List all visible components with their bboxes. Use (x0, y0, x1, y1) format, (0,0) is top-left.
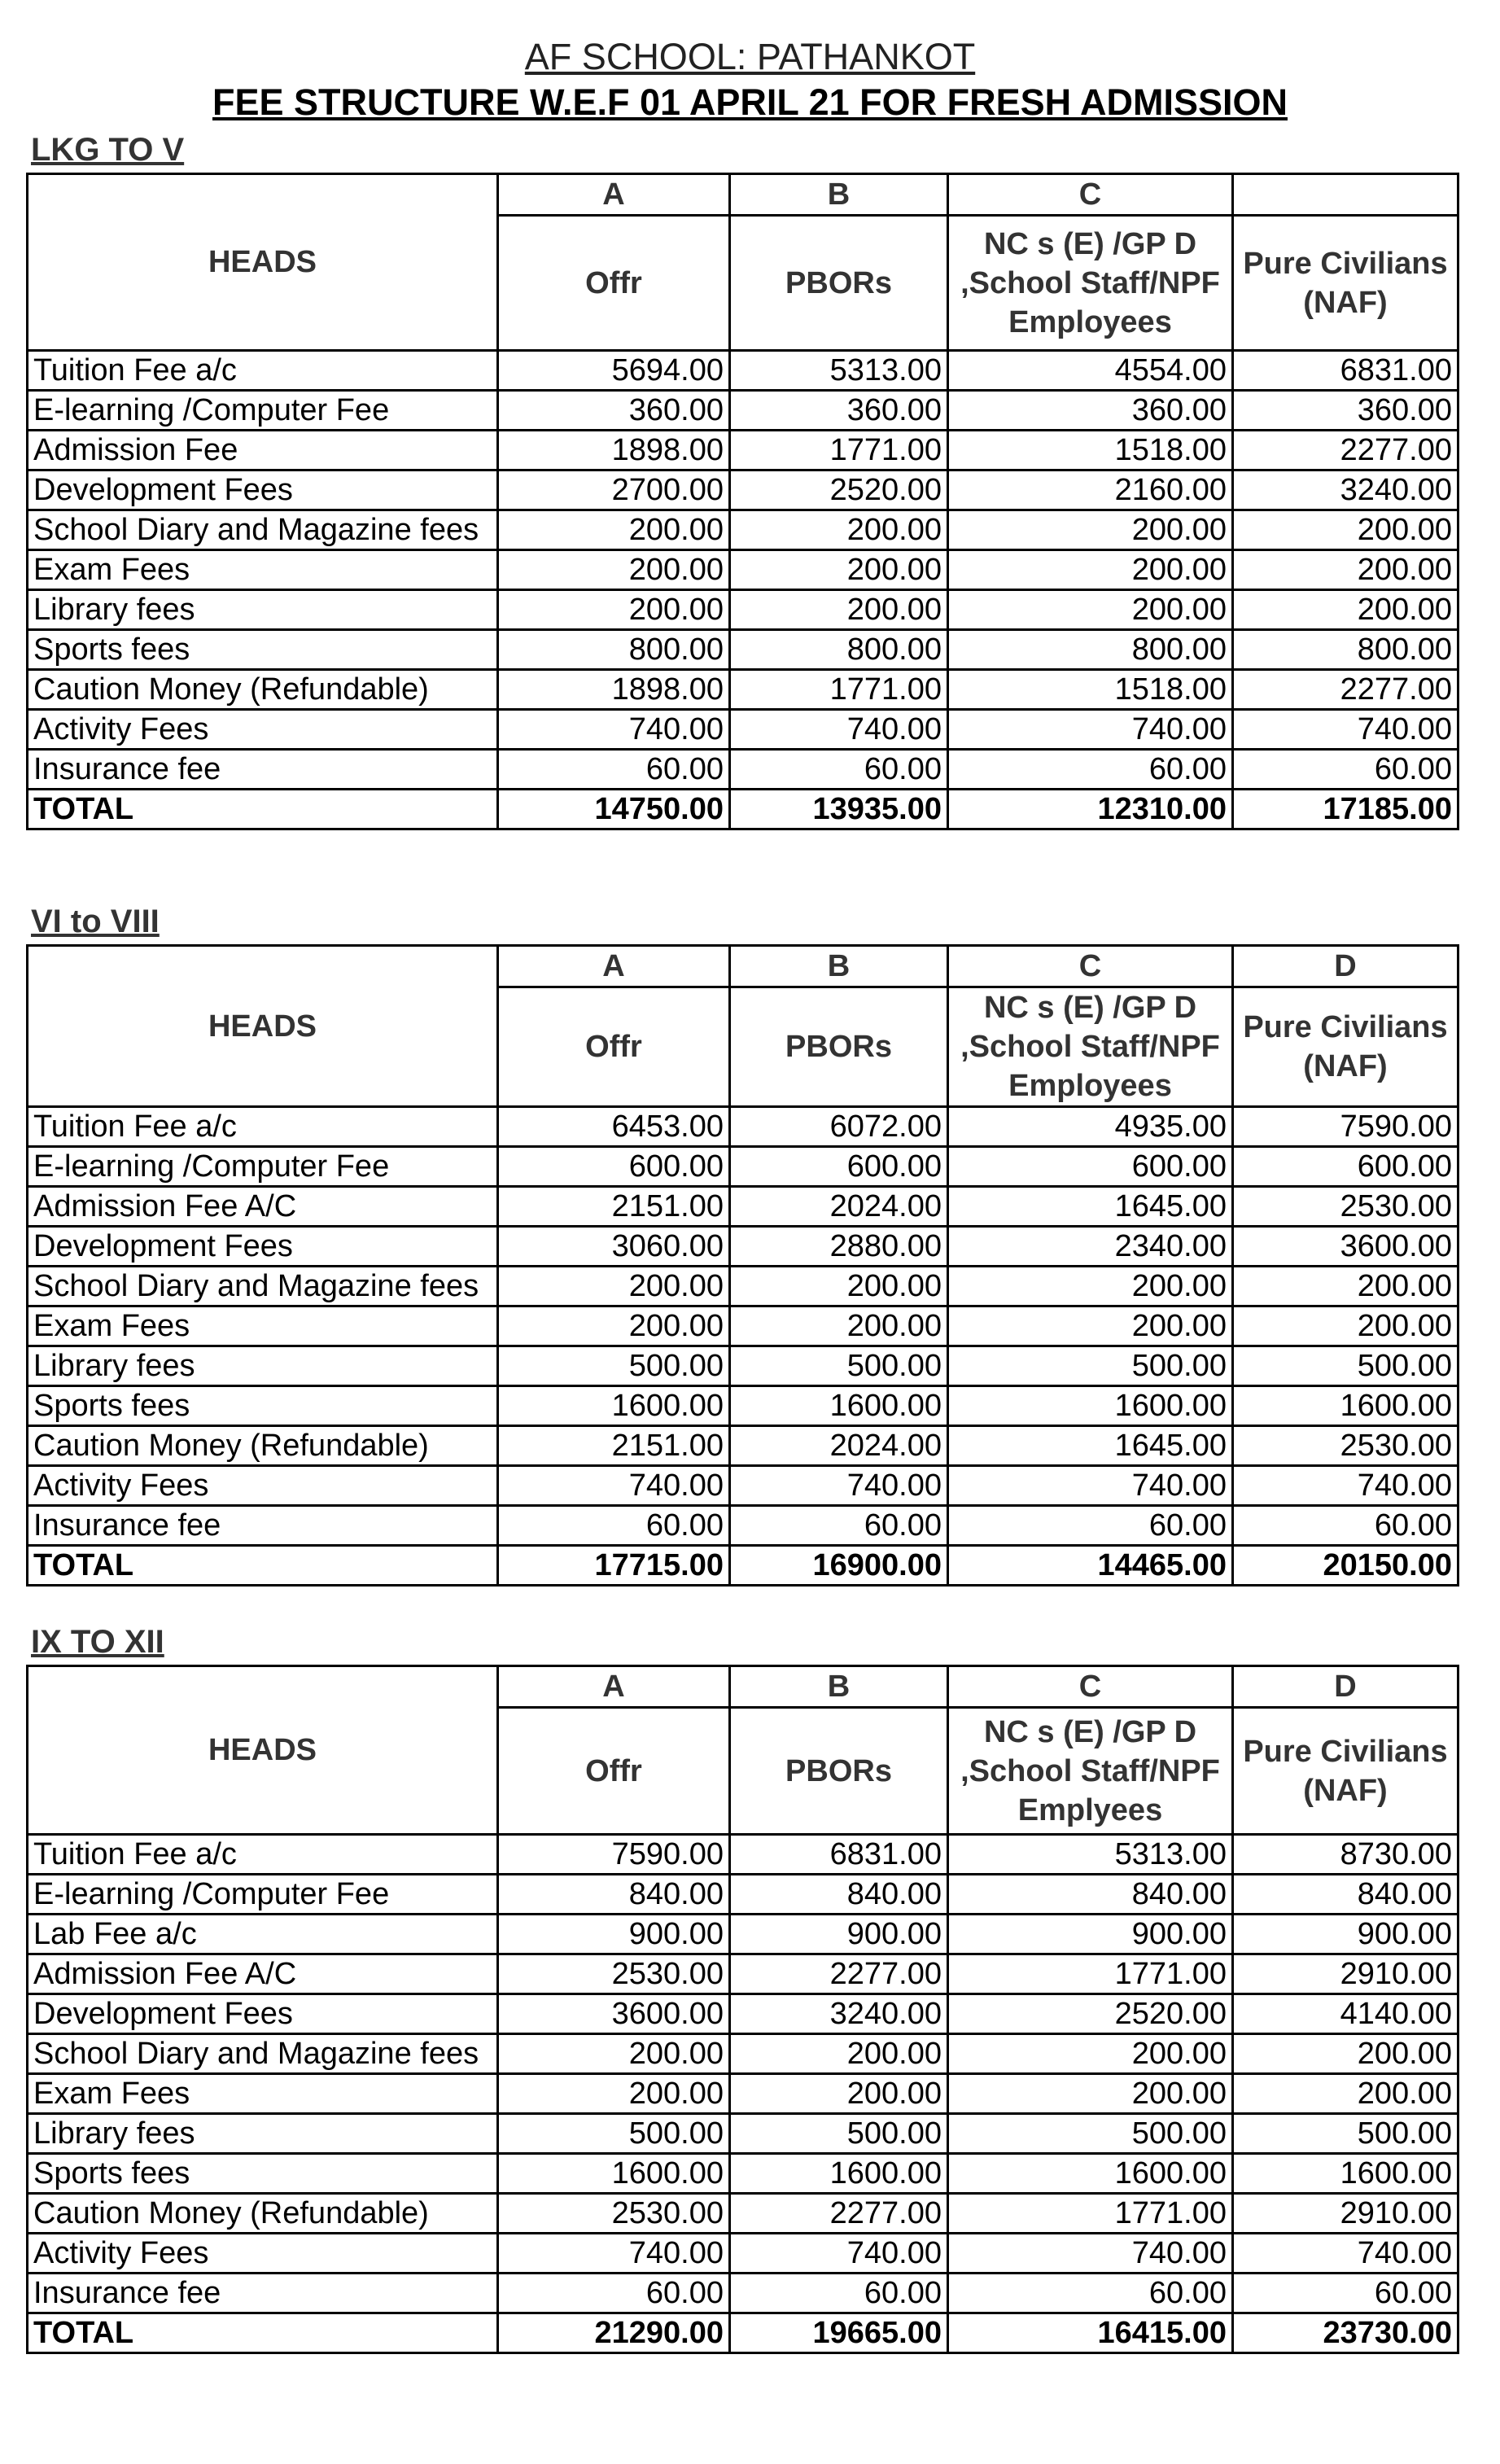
fee-head-cell: Tuition Fee a/c (28, 351, 498, 391)
fee-amount-cell: 2151.00 (498, 1426, 730, 1466)
fee-head-cell: Exam Fees (28, 2074, 498, 2114)
fee-head-cell: Library fees (28, 590, 498, 630)
fee-amount-cell: 2277.00 (1233, 431, 1458, 470)
column-header: NC s (E) /GP D ,School Staff/NPF Employees (948, 216, 1233, 351)
fee-amount-cell: 7590.00 (1233, 1107, 1458, 1147)
total-amount: 16900.00 (730, 1546, 948, 1586)
column-header: NC s (E) /GP D ,School Staff/NPF Employees (948, 987, 1233, 1107)
fee-amount-cell: 1771.00 (730, 670, 948, 710)
fee-amount-cell: 200.00 (730, 1267, 948, 1306)
fee-amount-cell: 200.00 (948, 1306, 1233, 1346)
fee-amount-cell: 200.00 (730, 2074, 948, 2114)
fee-amount-cell: 200.00 (498, 550, 730, 590)
column-letter: D (1233, 1666, 1458, 1708)
fee-head-cell: Admission Fee (28, 431, 498, 470)
table-row (28, 470, 1458, 510)
fee-head-cell: Sports fees (28, 1386, 498, 1426)
column-letter: D (1233, 946, 1458, 987)
fee-amount-cell: 900.00 (948, 1915, 1233, 1954)
section-label: VI to VIII (31, 904, 160, 939)
fee-amount-cell: 200.00 (730, 2034, 948, 2074)
fee-amount-cell: 200.00 (948, 510, 1233, 550)
column-letter: B (730, 174, 948, 216)
fee-amount-cell: 1600.00 (730, 1386, 948, 1426)
fee-amount-cell: 1898.00 (498, 431, 730, 470)
fee-amount-cell: 60.00 (498, 2274, 730, 2313)
fee-head-cell: Admission Fee A/C (28, 1954, 498, 1994)
fee-amount-cell: 2880.00 (730, 1227, 948, 1267)
fee-amount-cell: 3240.00 (730, 1994, 948, 2034)
table-row (28, 1835, 1458, 1875)
fee-amount-cell: 740.00 (498, 2234, 730, 2274)
fee-head-cell: E-learning /Computer Fee (28, 1147, 498, 1187)
fee-amount-cell: 500.00 (948, 2114, 1233, 2154)
fee-head-cell: Sports fees (28, 630, 498, 670)
heads-header: HEADS (28, 946, 498, 1107)
fee-head-cell: Development Fees (28, 470, 498, 510)
total-amount: 14750.00 (498, 790, 730, 829)
table-row (28, 1994, 1458, 2034)
table-row (28, 710, 1458, 750)
fee-amount-cell: 4140.00 (1233, 1994, 1458, 2034)
fee-amount-cell: 740.00 (1233, 2234, 1458, 2274)
fee-head-cell: Library fees (28, 1346, 498, 1386)
table-row (28, 2194, 1458, 2234)
fee-amount-cell: 60.00 (1233, 750, 1458, 790)
fee-amount-cell: 1600.00 (1233, 1386, 1458, 1426)
fee-amount-cell: 60.00 (948, 2274, 1233, 2313)
table-row (28, 2274, 1458, 2313)
table-row (28, 1306, 1458, 1346)
fee-amount-cell: 200.00 (1233, 590, 1458, 630)
fee-amount-cell: 740.00 (730, 1466, 948, 1506)
fee-amount-cell: 840.00 (948, 1875, 1233, 1915)
fee-amount-cell: 1771.00 (948, 1954, 1233, 1994)
total-row (28, 790, 1458, 829)
fee-amount-cell: 200.00 (1233, 550, 1458, 590)
fee-table (26, 173, 1459, 830)
table-row (28, 391, 1458, 431)
table-row (28, 1147, 1458, 1187)
fee-amount-cell: 900.00 (1233, 1915, 1458, 1954)
table-row (28, 550, 1458, 590)
fee-amount-cell: 60.00 (730, 2274, 948, 2313)
fee-amount-cell: 200.00 (730, 590, 948, 630)
fee-amount-cell: 740.00 (1233, 710, 1458, 750)
fee-amount-cell: 60.00 (498, 1506, 730, 1546)
fee-amount-cell: 2277.00 (730, 2194, 948, 2234)
fee-amount-cell: 740.00 (730, 710, 948, 750)
fee-amount-cell: 60.00 (730, 1506, 948, 1546)
fee-amount-cell: 60.00 (948, 1506, 1233, 1546)
total-amount: 14465.00 (948, 1546, 1233, 1586)
fee-amount-cell: 800.00 (730, 630, 948, 670)
column-letter: C (948, 946, 1233, 987)
fee-amount-cell: 840.00 (730, 1875, 948, 1915)
fee-amount-cell: 200.00 (1233, 1306, 1458, 1346)
table-row (28, 2234, 1458, 2274)
fee-head-cell: Insurance fee (28, 750, 498, 790)
fee-amount-cell: 360.00 (1233, 391, 1458, 431)
section-label: IX TO XII (31, 1624, 164, 1660)
fee-head-cell: Tuition Fee a/c (28, 1835, 498, 1875)
heads-header: HEADS (28, 174, 498, 351)
fee-amount-cell: 360.00 (948, 391, 1233, 431)
table-row (28, 1107, 1458, 1147)
fee-amount-cell: 600.00 (730, 1147, 948, 1187)
fee-amount-cell: 200.00 (730, 510, 948, 550)
column-letter: A (498, 1666, 730, 1708)
fee-amount-cell: 3600.00 (1233, 1227, 1458, 1267)
heads-header: HEADS (28, 1666, 498, 1835)
total-label: TOTAL (28, 1546, 498, 1586)
fee-amount-cell: 1600.00 (730, 2154, 948, 2194)
fee-amount-cell: 600.00 (1233, 1147, 1458, 1187)
table-row (28, 630, 1458, 670)
fee-amount-cell: 1518.00 (948, 431, 1233, 470)
fee-head-cell: Activity Fees (28, 2234, 498, 2274)
fee-amount-cell: 1600.00 (498, 1386, 730, 1426)
fee-amount-cell: 6453.00 (498, 1107, 730, 1147)
fee-amount-cell: 900.00 (498, 1915, 730, 1954)
fee-amount-cell: 6831.00 (1233, 351, 1458, 391)
fee-amount-cell: 60.00 (1233, 1506, 1458, 1546)
column-header: PBORs (730, 216, 948, 351)
total-amount: 12310.00 (948, 790, 1233, 829)
fee-amount-cell: 6072.00 (730, 1107, 948, 1147)
fee-amount-cell: 740.00 (498, 710, 730, 750)
fee-amount-cell: 5694.00 (498, 351, 730, 391)
fee-amount-cell: 200.00 (498, 1306, 730, 1346)
fee-amount-cell: 840.00 (1233, 1875, 1458, 1915)
table-row (28, 1506, 1458, 1546)
fee-amount-cell: 740.00 (948, 1466, 1233, 1506)
fee-amount-cell: 740.00 (1233, 1466, 1458, 1506)
table-row (28, 2114, 1458, 2154)
fee-head-cell: Caution Money (Refundable) (28, 1426, 498, 1466)
fee-head-cell: Insurance fee (28, 1506, 498, 1546)
total-amount: 21290.00 (498, 2313, 730, 2353)
fee-head-cell: Development Fees (28, 1994, 498, 2034)
fee-head-cell: School Diary and Magazine fees (28, 1267, 498, 1306)
fee-head-cell: Library fees (28, 2114, 498, 2154)
fee-amount-cell: 200.00 (948, 1267, 1233, 1306)
total-amount: 16415.00 (948, 2313, 1233, 2353)
fee-amount-cell: 1645.00 (948, 1187, 1233, 1227)
total-amount: 23730.00 (1233, 2313, 1458, 2353)
fee-amount-cell: 200.00 (498, 1267, 730, 1306)
table-row (28, 1187, 1458, 1227)
fee-amount-cell: 7590.00 (498, 1835, 730, 1875)
fee-amount-cell: 1600.00 (948, 1386, 1233, 1426)
fee-amount-cell: 200.00 (1233, 510, 1458, 550)
table-row (28, 1954, 1458, 1994)
column-letter: A (498, 174, 730, 216)
fee-amount-cell: 6831.00 (730, 1835, 948, 1875)
column-letter: B (730, 946, 948, 987)
table-row (28, 2154, 1458, 2194)
table-row (28, 431, 1458, 470)
fee-amount-cell: 60.00 (498, 750, 730, 790)
fee-head-cell: Caution Money (Refundable) (28, 670, 498, 710)
fee-amount-cell: 2024.00 (730, 1187, 948, 1227)
fee-amount-cell: 8730.00 (1233, 1835, 1458, 1875)
table-row (28, 1426, 1458, 1466)
total-label: TOTAL (28, 790, 498, 829)
fee-amount-cell: 2910.00 (1233, 2194, 1458, 2234)
column-header: Offr (498, 216, 730, 351)
fee-amount-cell: 800.00 (1233, 630, 1458, 670)
fee-amount-cell: 840.00 (498, 1875, 730, 1915)
table-row (28, 590, 1458, 630)
fee-amount-cell: 200.00 (948, 550, 1233, 590)
fee-amount-cell: 1645.00 (948, 1426, 1233, 1466)
column-letter: A (498, 946, 730, 987)
fee-head-cell: Admission Fee A/C (28, 1187, 498, 1227)
fee-head-cell: E-learning /Computer Fee (28, 1875, 498, 1915)
fee-amount-cell: 200.00 (498, 590, 730, 630)
fee-amount-cell: 740.00 (948, 2234, 1233, 2274)
fee-table (26, 1665, 1459, 2354)
fee-amount-cell: 600.00 (948, 1147, 1233, 1187)
column-header: Offr (498, 1708, 730, 1835)
table-row (28, 2074, 1458, 2114)
fee-amount-cell: 500.00 (1233, 1346, 1458, 1386)
table-row (28, 1227, 1458, 1267)
fee-amount-cell: 2024.00 (730, 1426, 948, 1466)
fee-amount-cell: 5313.00 (948, 1835, 1233, 1875)
fee-amount-cell: 2520.00 (948, 1994, 1233, 2034)
total-row (28, 1546, 1458, 1586)
fee-amount-cell: 2520.00 (730, 470, 948, 510)
fee-amount-cell: 500.00 (948, 1346, 1233, 1386)
table-row (28, 1386, 1458, 1426)
fee-head-cell: School Diary and Magazine fees (28, 510, 498, 550)
fee-head-cell: Lab Fee a/c (28, 1915, 498, 1954)
fee-amount-cell: 500.00 (498, 1346, 730, 1386)
fee-amount-cell: 2277.00 (730, 1954, 948, 1994)
table-row (28, 1346, 1458, 1386)
fee-amount-cell: 740.00 (730, 2234, 948, 2274)
fee-amount-cell: 800.00 (498, 630, 730, 670)
column-header: Pure Civilians (NAF) (1233, 987, 1458, 1107)
fee-head-cell: E-learning /Computer Fee (28, 391, 498, 431)
fee-head-cell: Exam Fees (28, 550, 498, 590)
table-row (28, 670, 1458, 710)
fee-amount-cell: 1600.00 (1233, 2154, 1458, 2194)
fee-amount-cell: 740.00 (948, 710, 1233, 750)
column-header: NC s (E) /GP D ,School Staff/NPF Emplyees (948, 1708, 1233, 1835)
column-letter: C (948, 1666, 1233, 1708)
column-header: PBORs (730, 987, 948, 1107)
fee-amount-cell: 2160.00 (948, 470, 1233, 510)
fee-amount-cell: 500.00 (498, 2114, 730, 2154)
fee-amount-cell: 2530.00 (1233, 1426, 1458, 1466)
table-row (28, 510, 1458, 550)
fee-amount-cell: 2530.00 (498, 2194, 730, 2234)
fee-table (26, 944, 1459, 1587)
fee-amount-cell: 360.00 (730, 391, 948, 431)
total-label: TOTAL (28, 2313, 498, 2353)
fee-head-cell: Development Fees (28, 1227, 498, 1267)
fee-head-cell: Sports fees (28, 2154, 498, 2194)
fee-amount-cell: 1771.00 (730, 431, 948, 470)
fee-amount-cell: 800.00 (948, 630, 1233, 670)
fee-amount-cell: 2530.00 (498, 1954, 730, 1994)
fee-amount-cell: 200.00 (498, 2074, 730, 2114)
fee-amount-cell: 2700.00 (498, 470, 730, 510)
fee-head-cell: Activity Fees (28, 710, 498, 750)
total-row (28, 2313, 1458, 2353)
fee-amount-cell: 1771.00 (948, 2194, 1233, 2234)
fee-amount-cell: 2151.00 (498, 1187, 730, 1227)
total-amount: 19665.00 (730, 2313, 948, 2353)
fee-amount-cell: 200.00 (730, 550, 948, 590)
total-amount: 17185.00 (1233, 790, 1458, 829)
table-row (28, 1875, 1458, 1915)
fee-amount-cell: 4554.00 (948, 351, 1233, 391)
table-row (28, 1915, 1458, 1954)
column-header: PBORs (730, 1708, 948, 1835)
total-amount: 13935.00 (730, 790, 948, 829)
fee-amount-cell: 2277.00 (1233, 670, 1458, 710)
document-subtitle: FEE STRUCTURE W.E.F 01 APRIL 21 FOR FRESH ADMISSION (212, 81, 1288, 123)
table-row (28, 1267, 1458, 1306)
table-row (28, 2034, 1458, 2074)
fee-amount-cell: 60.00 (948, 750, 1233, 790)
fee-amount-cell: 1518.00 (948, 670, 1233, 710)
fee-head-cell: School Diary and Magazine fees (28, 2034, 498, 2074)
fee-amount-cell: 200.00 (730, 1306, 948, 1346)
column-letter: B (730, 1666, 948, 1708)
column-header: Offr (498, 987, 730, 1107)
fee-amount-cell: 2910.00 (1233, 1954, 1458, 1994)
fee-head-cell: Exam Fees (28, 1306, 498, 1346)
fee-amount-cell: 5313.00 (730, 351, 948, 391)
fee-amount-cell: 3240.00 (1233, 470, 1458, 510)
fee-amount-cell: 200.00 (1233, 2074, 1458, 2114)
fee-amount-cell: 2340.00 (948, 1227, 1233, 1267)
fee-amount-cell: 360.00 (498, 391, 730, 431)
fee-amount-cell: 1600.00 (948, 2154, 1233, 2194)
table-row (28, 750, 1458, 790)
section-label: LKG TO V (31, 132, 185, 168)
fee-amount-cell: 2530.00 (1233, 1187, 1458, 1227)
fee-amount-cell: 900.00 (730, 1915, 948, 1954)
fee-amount-cell: 200.00 (498, 510, 730, 550)
fee-amount-cell: 200.00 (1233, 2034, 1458, 2074)
total-amount: 17715.00 (498, 1546, 730, 1586)
fee-amount-cell: 3600.00 (498, 1994, 730, 2034)
fee-head-cell: Activity Fees (28, 1466, 498, 1506)
column-header: Pure Civilians (NAF) (1233, 1708, 1458, 1835)
fee-amount-cell: 60.00 (1233, 2274, 1458, 2313)
fee-head-cell: Caution Money (Refundable) (28, 2194, 498, 2234)
fee-amount-cell: 600.00 (498, 1147, 730, 1187)
table-row (28, 1466, 1458, 1506)
column-letter (1233, 174, 1458, 216)
fee-amount-cell: 740.00 (498, 1466, 730, 1506)
fee-amount-cell: 500.00 (730, 2114, 948, 2154)
total-amount: 20150.00 (1233, 1546, 1458, 1586)
fee-amount-cell: 1898.00 (498, 670, 730, 710)
fee-head-cell: Tuition Fee a/c (28, 1107, 498, 1147)
fee-amount-cell: 200.00 (948, 2034, 1233, 2074)
fee-amount-cell: 200.00 (948, 2074, 1233, 2114)
fee-amount-cell: 60.00 (730, 750, 948, 790)
fee-amount-cell: 500.00 (730, 1346, 948, 1386)
school-title: AF SCHOOL: PATHANKOT (524, 36, 976, 77)
column-letter: C (948, 174, 1233, 216)
fee-amount-cell: 200.00 (498, 2034, 730, 2074)
fee-amount-cell: 1600.00 (498, 2154, 730, 2194)
fee-amount-cell: 200.00 (1233, 1267, 1458, 1306)
fee-amount-cell: 200.00 (948, 590, 1233, 630)
column-header: Pure Civilians (NAF) (1233, 216, 1458, 351)
table-row (28, 351, 1458, 391)
fee-amount-cell: 3060.00 (498, 1227, 730, 1267)
fee-head-cell: Insurance fee (28, 2274, 498, 2313)
fee-amount-cell: 4935.00 (948, 1107, 1233, 1147)
fee-amount-cell: 500.00 (1233, 2114, 1458, 2154)
